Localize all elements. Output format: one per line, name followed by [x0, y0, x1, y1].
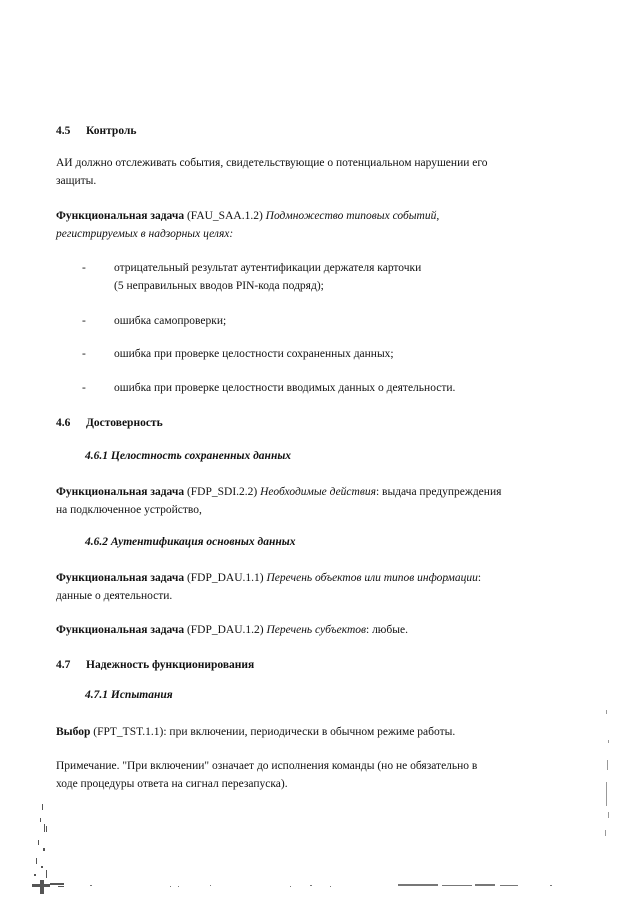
paragraph-fpt-tst: Выбор (FPT_TST.1.1): при включении, периодически в обычном режиме работы.	[56, 726, 456, 738]
section-heading-4-5: 4.5 Контроль	[56, 125, 137, 137]
scan-noise-left	[28, 800, 78, 900]
paragraph-fdp-sdi: Функциональная задача (FDP_SDI.2.2) Необходимые действия: выдача предупреждения на подключенное устройство,	[56, 486, 502, 516]
scan-noise-bottom	[80, 880, 600, 892]
document-page: 4.5 Контроль АИ должно отслеживать события, свидетельствующие о потенциальном нарушении его защиты. Функциональная задача (FAU_SAA.1.2) Подмножество типовых событий, регистрируемых в надзорных целях: - отрицательный результат аутентификации держателя карточки (5 неправильных вводов PIN-кода подряд); - ошибка самопроверки; - ошибка при проверке целостности сохраненных данных; - ошибка при проверке целостности вводимых данных о деятельности. 4.6 Достоверность 4.6.1 Целостность сохраненных данных Функциональная задача (FDP_SDI.2.2) Необходимые действия: выдача предупреждения на подключенное устройство, 4.6.2 Аутентификация основных данных Функциональная задача (FDP_DAU.1.1) Перечень объектов или типов информации: данные о деятельности. Функциональная задача (FDP_DAU.1.2) Перечень субъектов: любые. 4.7 Надежность функционирования 4.7.1 Испытания Выбор (FPT_TST.1.1): при включении, периодически в обычном режиме работы. Примечание. "При включении" означает до исполнения команды (но не обязательно в ходе процедуры ответа на сигнал перезапуска).	[0, 0, 640, 905]
paragraph-note: Примечание. "При включении" означает до исполнения команды (но не обязательно в ходе процедуры ответа на сигнал перезапуска).	[56, 760, 478, 790]
paragraph-monitoring: АИ должно отслеживать события, свидетельствующие о потенциальном нарушении его защиты.	[56, 157, 488, 187]
paragraph-fdp-dau-2: Функциональная задача (FDP_DAU.1.2) Перечень субъектов: любые.	[56, 624, 408, 636]
scan-noise-right	[600, 700, 620, 850]
subsection-heading-4-6-1: 4.6.1 Целостность сохраненных данных	[85, 450, 292, 462]
paragraph-fdp-dau-1: Функциональная задача (FDP_DAU.1.1) Перечень объектов или типов информации: данные о деятельности.	[56, 572, 482, 602]
section-heading-4-7: 4.7 Надежность функционирования	[56, 659, 255, 671]
paragraph-fau-saa: Функциональная задача (FAU_SAA.1.2) Подмножество типовых событий, регистрируемых в надзорных целях:	[56, 210, 440, 240]
subsection-heading-4-7-1: 4.7.1 Испытания	[85, 689, 173, 701]
subsection-heading-4-6-2: 4.6.2 Аутентификация основных данных	[85, 536, 296, 548]
section-heading-4-6: 4.6 Достоверность	[56, 417, 163, 429]
